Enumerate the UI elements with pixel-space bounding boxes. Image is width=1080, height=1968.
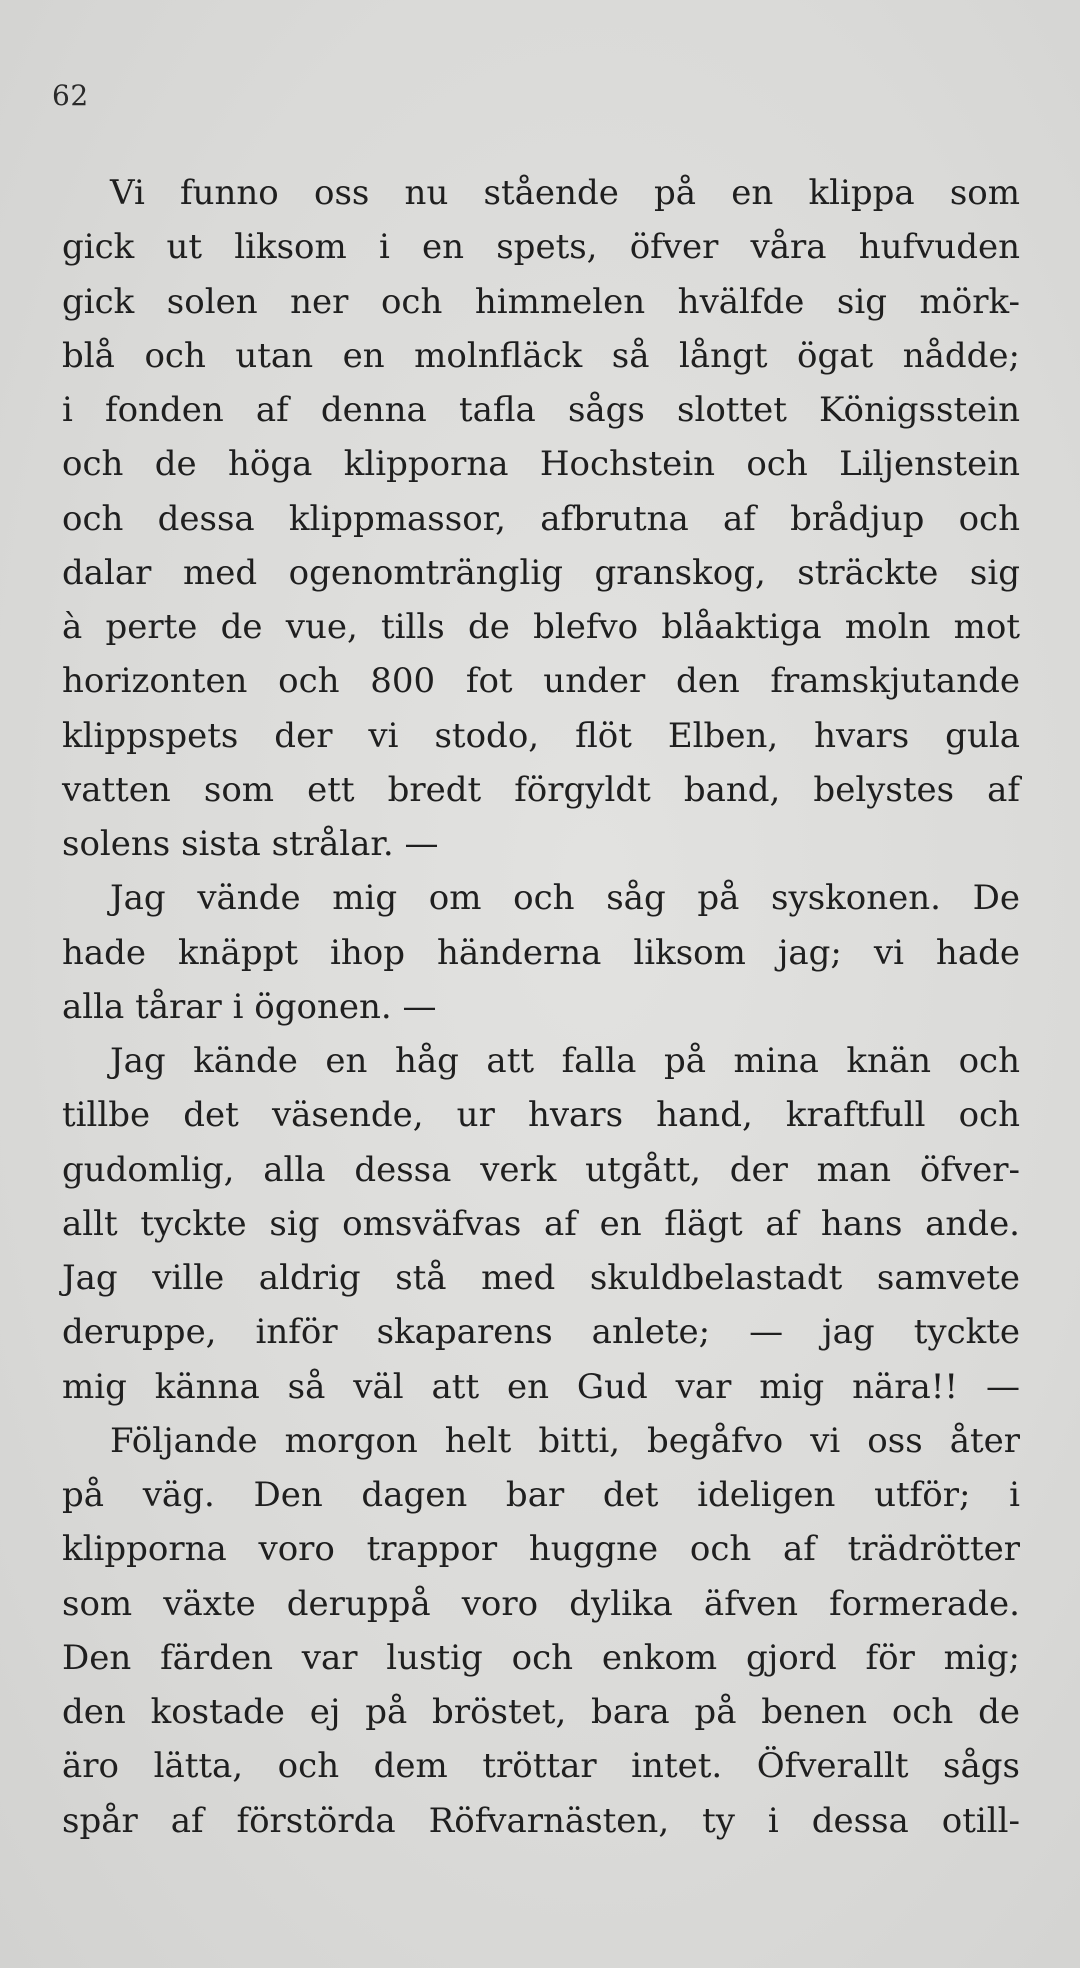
text-line: tillbe det väsende, ur hvars hand, kraftfull och — [62, 1095, 1020, 1136]
text-line: Följande morgon helt bitti, begåfvo vi oss åter — [110, 1420, 1020, 1461]
text-line: klipporna voro trappor huggne och af trädrötter — [62, 1529, 1020, 1570]
body-text — [62, 166, 1020, 1848]
text-line: mig känna så väl att en Gud var mig nära!! — — [62, 1366, 1020, 1407]
text-line: Vi funno oss nu stående på en klippa som — [110, 173, 1020, 213]
text-line: horizonten och 800 fot under den framskjutande — [62, 661, 1020, 702]
text-line: äro lätta, och dem tröttar intet. Öfverallt sågs — [62, 1746, 1020, 1787]
page-number: 62 — [52, 79, 89, 112]
text-line: gick solen ner och himmelen hvälfde sig mörk- — [62, 281, 1020, 322]
text-line: Den färden var lustig och enkom gjord för mig; — [62, 1637, 1020, 1678]
text-line: Jag kände en håg att falla på mina knän och — [110, 1041, 1020, 1081]
text-line: på väg. Den dagen bar det ideligen utför; i — [62, 1475, 1020, 1515]
text-line: i fonden af denna tafla sågs slottet Königsstein — [62, 390, 1020, 430]
text-line: gick ut liksom i en spets, öfver våra hufvuden — [62, 227, 1020, 268]
text-line: deruppe, inför skaparens anlete; — jag tyckte — [62, 1312, 1020, 1353]
text-line: solens sista strålar. — — [62, 824, 439, 864]
text-line: spår af förstörda Röfvarnästen, ty i dessa otill- — [62, 1800, 1020, 1841]
text-line: gudomlig, alla dessa verk utgått, der man öfver- — [62, 1149, 1020, 1190]
text-line: vatten som ett bredt förgyldt band, belystes af — [62, 769, 1020, 810]
text-line: allt tyckte sig omsväfvas af en flägt af hans ande. — [62, 1203, 1020, 1244]
text-line: dalar med ogenomtränglig granskog, sträckte sig — [62, 552, 1020, 593]
text-line: Jag ville aldrig stå med skuldbelastadt samvete — [62, 1258, 1020, 1298]
text-line: och de höga klipporna Hochstein och Liljenstein — [62, 444, 1020, 485]
text-line: hade knäppt ihop händerna liksom jag; vi hade — [62, 932, 1020, 973]
text-line: Jag vände mig om och såg på syskonen. De — [110, 878, 1020, 919]
text-line: klippspets der vi stodo, flöt Elben, hvars gula — [62, 715, 1020, 756]
text-line: à perte de vue, tills de blefvo blåaktiga moln mot — [62, 607, 1020, 647]
text-line: den kostade ej på bröstet, bara på benen och de — [62, 1692, 1020, 1732]
text-line: alla tårar i ögonen. — — [62, 986, 437, 1027]
text-line: som växte deruppå voro dylika äfven formerade. — [62, 1583, 1020, 1624]
text-line: och dessa klippmassor, afbrutna af brådjup och — [62, 498, 1020, 539]
text-line: blå och utan en molnfläck så långt ögat nådde; — [62, 335, 1020, 376]
